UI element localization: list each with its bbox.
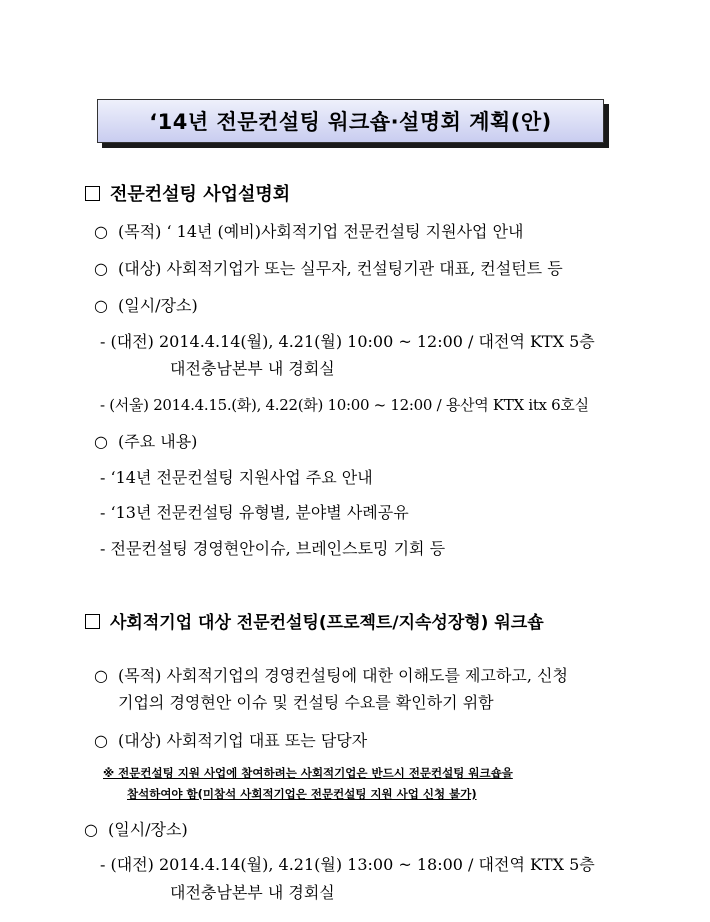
schedule-seoul: - (서울) 2014.4.15.(화), 4.22(화) 10:00 ~ 12:00 / 용산역 KTX itx 6호실	[100, 396, 589, 414]
purpose-text-continued: 기업의 경영현안 이슈 및 컨설팅 수요를 확인하기 위함	[118, 693, 494, 712]
list-item	[94, 293, 198, 316]
notice-text: ※ 전문컨설팅 지원 사업에 참여하려는 사회적기업은 반드시 전문컨설팅 워크숍을	[103, 766, 513, 780]
content-item: - ‘13년 전문컨설팅 유형별, 분야별 사례공유	[100, 503, 409, 522]
schedule-daejeon-venue: 대전충남본부 내 경회실	[170, 359, 335, 378]
list-item	[94, 219, 524, 242]
circle-bullet-icon: ○	[94, 666, 108, 685]
schedule-daejeon: - (대전) 2014.4.14(월), 4.21(월) 13:00 ~ 18:00 / 대전역 KTX 5층	[100, 855, 595, 874]
circle-bullet-icon: ○	[94, 222, 108, 241]
list-item	[94, 256, 563, 279]
list-item	[84, 817, 188, 840]
section-title: 사회적기업 대상 전문컨설팅(프로젝트/지속성장형) 워크숍	[110, 613, 544, 633]
content-label: (주요 내용)	[118, 432, 198, 451]
schedule-daejeon: - (대전) 2014.4.14(월), 4.21(월) 10:00 ~ 12:00 / 대전역 KTX 5층	[100, 332, 595, 351]
purpose-text: (목적) ‘ 14년 (예비)사회적기업 전문컨설팅 지원사업 안내	[118, 222, 524, 241]
list-item	[94, 429, 197, 452]
circle-bullet-icon: ○	[94, 296, 108, 315]
datetime-label: (일시/장소)	[108, 820, 188, 839]
section-heading-workshop	[85, 608, 544, 633]
purpose-text: (목적) 사회적기업의 경영컨설팅에 대한 이해도를 제고하고, 신청	[118, 666, 568, 685]
datetime-label: (일시/장소)	[118, 296, 198, 315]
section-heading-briefing	[85, 180, 290, 206]
document-title-box	[97, 99, 604, 143]
schedule-daejeon-venue: 대전충남본부 내 경회실	[170, 883, 335, 902]
target-text: (대상) 사회적기업 대표 또는 담당자	[118, 731, 368, 750]
circle-bullet-icon: ○	[94, 259, 108, 278]
circle-bullet-icon: ○	[94, 432, 108, 451]
document-title: ‘14년 전문컨설팅 워크숍·설명회 계획(안)	[149, 110, 552, 134]
list-item	[94, 663, 568, 686]
checkbox-square-icon	[85, 186, 100, 201]
notice-text-continued: 참석하여야 함(미참석 사회적기업은 전문컨설팅 지원 사업 신청 불가)	[127, 787, 477, 801]
checkbox-square-icon	[85, 614, 100, 629]
circle-bullet-icon: ○	[84, 820, 98, 839]
target-text: (대상) 사회적기업가 또는 실무자, 컨설팅기관 대표, 컨설턴트 등	[118, 259, 563, 278]
list-item	[94, 728, 367, 751]
content-item: - 전문컨설팅 경영현안이슈, 브레인스토밍 기회 등	[100, 539, 446, 558]
content-item: - ‘14년 전문컨설팅 지원사업 주요 안내	[100, 468, 373, 487]
section-title: 전문컨설팅 사업설명회	[110, 184, 291, 205]
circle-bullet-icon: ○	[94, 731, 108, 750]
